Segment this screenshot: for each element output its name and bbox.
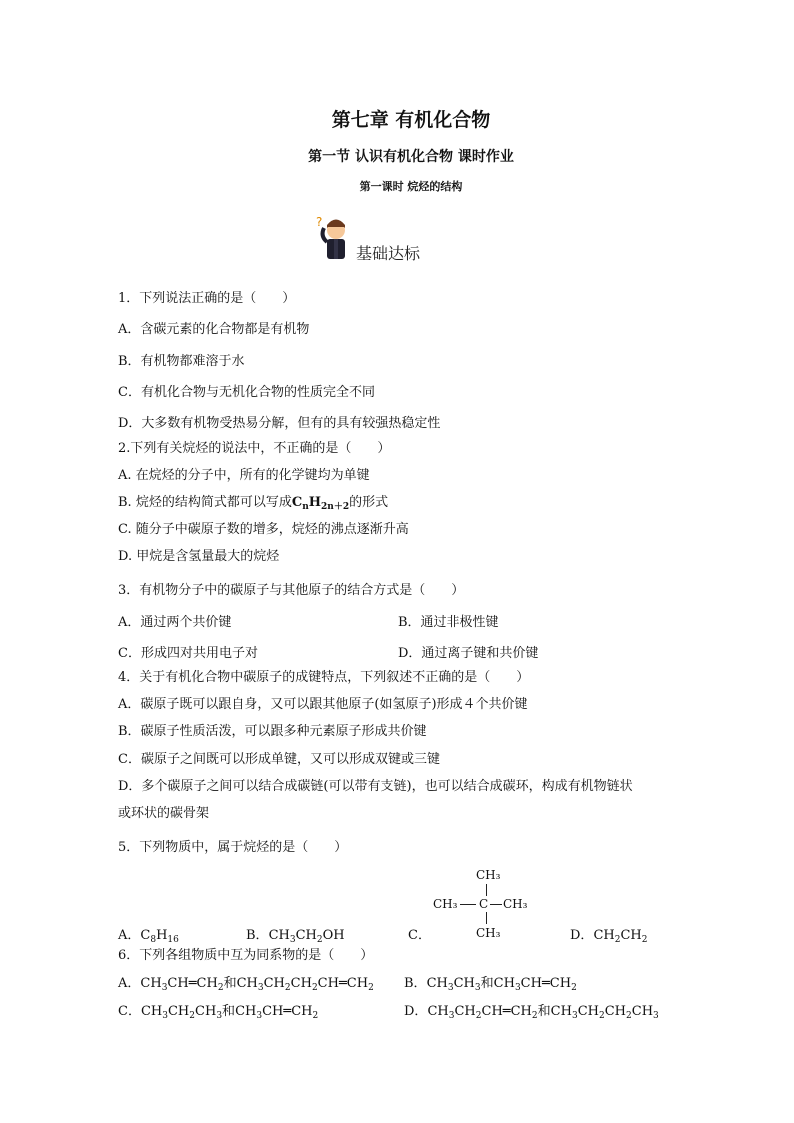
q5-option-d: D．$CH_2CH_2$ — [570, 928, 648, 945]
q5-struct-vbond-bottom — [486, 912, 487, 924]
q5-option-c: C． — [408, 928, 431, 943]
q4-option-c: C．碳原子之间既可以形成单键，又可以形成双键或三键 — [118, 752, 440, 767]
q2-option-b — [118, 495, 388, 511]
section-title: 第一节 认识有机化合物 课时作业 — [308, 149, 514, 165]
q2-option-c: C. 随分子中碳原子数的增多，烷烃的沸点逐渐升高 — [118, 522, 409, 537]
lesson-title: 第一课时 烷烃的结构 — [359, 180, 463, 193]
q5-struct-bottom: CH₃ — [476, 926, 501, 940]
q5-struct-hbond-right — [490, 904, 502, 905]
svg-text:?: ? — [316, 215, 323, 229]
q5-struct-center: C — [479, 897, 489, 911]
q3-option-b: B．通过非极性键 — [398, 615, 499, 630]
q2-option-b-prefix: B. 烷烃的结构简式都可以写成 — [118, 495, 292, 510]
q6-option-b: B．$CH_3CH_3$和$CH_3CH═CH_2$ — [404, 976, 577, 993]
q5-struct-hbond-left — [460, 904, 476, 905]
q6-option-a: A．$CH_3CH═CH_2$和$CH_3CH_2CH_2CH═CH_2$ — [118, 976, 374, 993]
q2-option-d: D. 甲烷是含氢量最大的烷烃 — [118, 549, 280, 564]
q3-option-c: C．形成四对共用电子对 — [118, 646, 258, 661]
q6-option-c: C．$CH_3CH_2CH_3$和$CH_3CH═CH_2$ — [118, 1004, 319, 1021]
badge — [314, 214, 444, 264]
q6-stem: 6．下列各组物质中互为同系物的是（ ） — [118, 948, 374, 963]
q2-formula: $C_nH_{2n+2}$ — [291, 495, 350, 512]
chapter-title: 第七章 有机化合物 — [331, 109, 491, 131]
q2-option-b-suffix: 的形式 — [349, 495, 389, 510]
q2-option-a: A. 在烷烃的分子中，所有的化学键均为单键 — [118, 468, 370, 483]
q1-option-c: C．有机化合物与无机化合物的性质完全不同 — [118, 385, 375, 400]
q5-stem: 5．下列物质中，属于烷烃的是（ ） — [118, 840, 348, 855]
q3-option-d: D．通过离子键和共价键 — [398, 646, 539, 661]
student-thinking-icon — [314, 214, 358, 262]
q5-struct-left: CH₃ — [433, 897, 458, 911]
q5-struct-vbond-top — [486, 884, 487, 896]
q4-option-a: A．碳原子既可以跟自身，又可以跟其他原子(如氢原子)形成４个共价键 — [118, 697, 528, 712]
q3-option-a: A．通过两个共价键 — [118, 615, 232, 630]
q5-option-a: A．$C_8H_{16}$ — [118, 928, 179, 945]
q4-option-b: B．碳原子性质活泼，可以跟多种元素原子形成共价键 — [118, 724, 427, 739]
q5-struct-top: CH₃ — [476, 868, 501, 882]
q5-option-b: B．$CH_3CH_2OH$ — [246, 928, 345, 945]
q6-option-d: D．$CH_3CH_2CH═CH_2$和$CH_3CH_2CH_2CH_3$ — [404, 1004, 659, 1021]
q2-stem: 2.下列有关烷烃的说法中，不正确的是（ ） — [118, 441, 391, 456]
q4-option-d-line2: 或环状的碳骨架 — [118, 806, 210, 821]
q4-stem: 4．关于有机化合物中碳原子的成键特点，下列叙述不正确的是（ ） — [118, 670, 530, 685]
badge-label: 基础达标 — [356, 244, 421, 263]
q3-stem: 3．有机物分子中的碳原子与其他原子的结合方式是（ ） — [118, 583, 465, 598]
q4-option-d-line1: D．多个碳原子之间可以结合成碳链(可以带有支链)，也可以结合成碳环，构成有机物链状 — [118, 779, 633, 794]
q1-option-a: A．含碳元素的化合物都是有机物 — [118, 322, 310, 337]
q5-struct-right: CH₃ — [503, 897, 528, 911]
q1-option-d: D．大多数有机物受热易分解，但有的具有较强热稳定性 — [118, 416, 441, 431]
q1-stem: 1．下列说法正确的是（ ） — [118, 291, 296, 306]
q1-option-b: B．有机物都难溶于水 — [118, 354, 245, 369]
